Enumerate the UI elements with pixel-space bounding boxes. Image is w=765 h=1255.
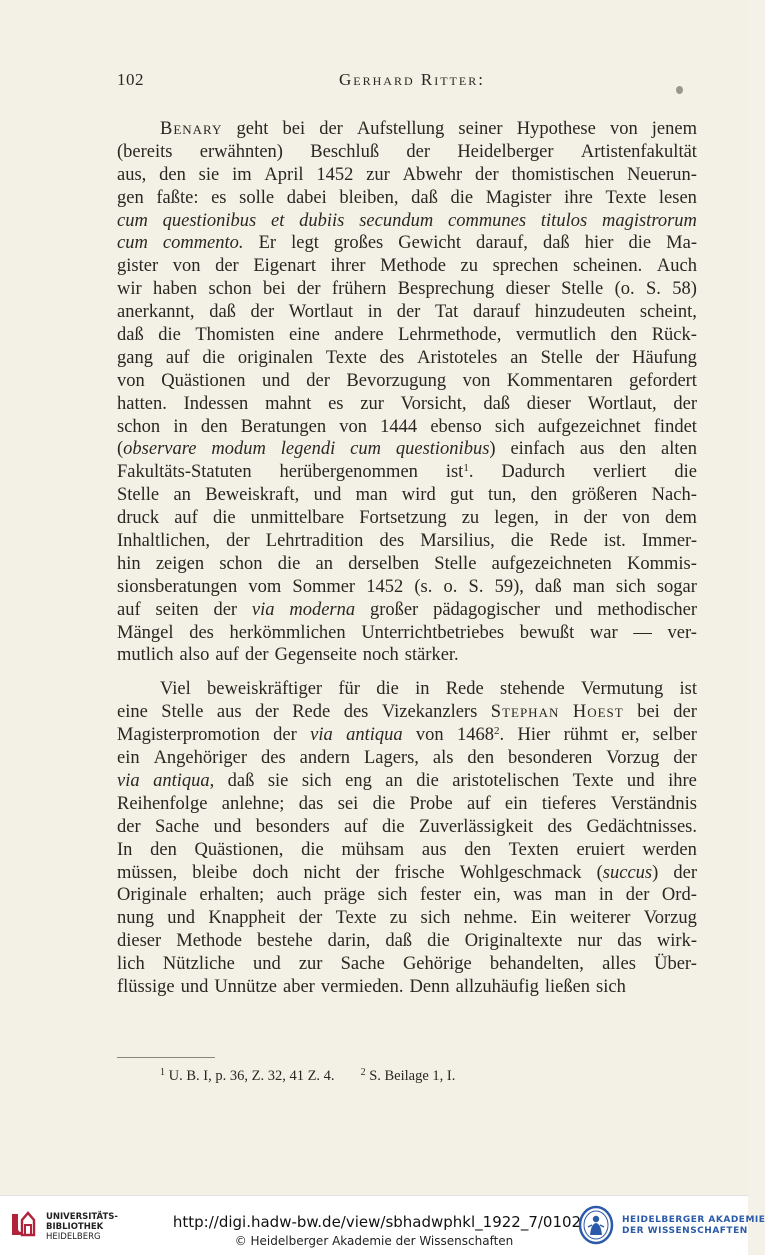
footnote-divider xyxy=(117,1057,215,1058)
text-line: (bereits erwähnten) Beschluß der Heidelberger Artistenfakultät xyxy=(117,141,697,162)
text-line: (observare modum legendi cum questionibus) einfach aus den alten xyxy=(117,439,697,460)
text-line: cum questionibus et dubiis secundum communes titulos magistrorum xyxy=(117,210,697,231)
text-line: Originale erhalten; auch präge sich fester ein, was man in der Ord- xyxy=(117,885,697,906)
text-line: ein Angehöriger des andern Lagers, als den besonderen Vorzug der xyxy=(117,748,697,769)
text-line: eine Stelle aus der Rede des Vizekanzlers Stephan Hoest bei der xyxy=(117,702,697,723)
page-number: 102 xyxy=(117,70,144,89)
text-line: gister von der Eigenart ihrer Methode zu sprechen scheinen. Auch xyxy=(117,256,697,277)
text-line: wir haben schon bei der frühern Besprechung dieser Stelle (o. S. 58) xyxy=(117,279,697,300)
text-line: hin zeigen schon die an derselben Stelle aufgezeichneten Kommis- xyxy=(117,553,697,574)
university-library-name: UNIVERSITÄTS- BIBLIOTHEK HEIDELBERG xyxy=(46,1212,118,1242)
text-line: via antiqua, daß sie sich eng an die aristotelischen Texte und ihre xyxy=(117,770,697,791)
paragraph-2 xyxy=(117,678,697,998)
text-line: müssen, bleibe doch nicht der frische Wohlgeschmack (succus) der xyxy=(117,862,697,883)
academy-seal-icon[interactable] xyxy=(577,1205,615,1245)
footnotes xyxy=(160,1068,455,1085)
text-line: nung und Knappheit der Texte zu sich nehme. Ein weiterer Vorzug xyxy=(117,908,697,929)
text-line: druck auf die unmittelbare Fortsetzung zu legen, in der von dem xyxy=(117,508,697,529)
text-line: der Sache und besonders auf die Zuverlässigkeit des Gedächtnisses. xyxy=(117,816,697,837)
text-line: Mängel des herkömmlichen Unterrichtbetriebes bewußt war — ver- xyxy=(117,622,697,643)
footnote-1: $^1$ U. B. I, p. 36, Z. 32, 41 Z. 4. xyxy=(160,1067,335,1084)
text-line: lich Nützliche und zur Sache Gehörige behandelten, alles Über- xyxy=(117,954,697,975)
text-line: hatten. Indessen mahnt es zur Vorsicht, daß dieser Wortlaut, der xyxy=(117,393,697,414)
footnote-2: $^2$ S. Beilage 1, I. xyxy=(360,1067,456,1084)
text-line: daß die Thomisten eine andere Lehrmethode, vermutlich den Rück- xyxy=(117,325,697,346)
text-line: Stelle an Beweiskraft, und man wird gut tun, den größeren Nach- xyxy=(117,485,697,506)
text-line: In den Quästionen, die mühsam aus den Texten eruiert werden xyxy=(117,839,697,860)
text-line: schon in den Beratungen von 1444 ebenso sich aufgezeichnet findet xyxy=(117,416,697,437)
text-line: cum commento. Er legt großes Gewicht darauf, daß hier die Ma- xyxy=(117,233,697,254)
text-line: Viel beweiskräftiger für die in Rede stehende Vermutung ist xyxy=(160,679,697,700)
text-line: mutlich also auf der Gegenseite noch stärker. xyxy=(117,645,459,666)
page-header xyxy=(117,70,697,94)
permalink-url[interactable]: http://digi.hadw-bw.de/view/sbhadwphkl_1922_7/0102 xyxy=(172,1213,582,1231)
text-line: gen faßte: es solle dabei bleiben, daß die Magister ihre Texte lesen xyxy=(117,187,697,208)
paragraph-1 xyxy=(117,118,697,667)
text-line: sionsberatungen vom Sommer 1452 (s. o. S. 59), daß man sich sogar xyxy=(117,576,697,597)
text-line: dieser Methode bestehe darin, daß die Originaltexte nur das wirk- xyxy=(117,931,697,952)
text-line: Reihenfolge anlehne; das sei die Probe auf ein tieferes Verständnis xyxy=(117,793,697,814)
body-text xyxy=(117,118,697,999)
copyright-notice: © Heidelberger Akademie der Wissenschaften xyxy=(234,1234,514,1248)
running-head: Gerhard Ritter: xyxy=(339,70,485,89)
text-line: anerkannt, daß der Wortlaut in der Tat darauf hinzudeuten scheint, xyxy=(117,302,697,323)
text-line: Benary geht bei der Aufstellung seiner Hypothese von jenem xyxy=(160,119,697,139)
text-line: Magisterpromotion der via antiqua von 1468$^2$. Hier rühmt er, selber xyxy=(117,725,697,746)
ink-speck xyxy=(676,86,683,94)
text-line: Inhaltlichen, der Lehrtradition des Marsilius, die Rede ist. Immer- xyxy=(117,531,697,552)
text-line: aus, den sie im April 1452 zur Abwehr der thomistischen Neuerun- xyxy=(117,164,697,185)
text-line: auf seiten der via moderna großer pädagogischer und methodischer xyxy=(117,599,697,620)
viewer-footer xyxy=(0,1195,765,1255)
text-line: Fakultäts-Statuten herübergenommen ist$^1$. Dadurch verliert die xyxy=(117,462,697,483)
text-line: flüssige und Unnütze aber vermieden. Denn allzuhäufig ließen sich xyxy=(117,976,626,997)
academy-name: HEIDELBERGER AKADEMIE DER WISSENSCHAFTEN xyxy=(622,1215,765,1236)
text-line: von Quästionen und der Bevorzugung von Kommentaren gefordert xyxy=(117,370,697,391)
text-line: gang auf die originalen Texte des Aristoteles an Stelle der Häufung xyxy=(117,347,697,368)
